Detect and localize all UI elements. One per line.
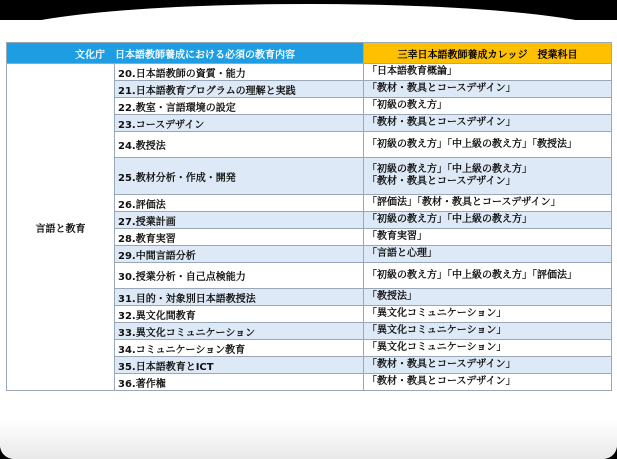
course-text: 「異文化コミュニケーション」 bbox=[367, 308, 507, 319]
course-cell bbox=[364, 81, 612, 98]
course-text: 「教授法」 bbox=[367, 291, 417, 302]
content-item-cell: 24.教授法 bbox=[115, 132, 364, 158]
table-row bbox=[7, 64, 612, 81]
header-required-content: 文化庁 日本語教師養成における必須の教育内容 bbox=[7, 43, 364, 64]
slide-top-edge bbox=[0, 0, 617, 20]
header-course-subjects: 三幸日本語教師養成カレッジ 授業科目 bbox=[364, 43, 612, 64]
course-cell bbox=[364, 195, 612, 212]
course-text: 「初級の教え方」「中上級の教え方」 bbox=[367, 164, 532, 175]
course-text: 「教材・教具とコースデザイン」 bbox=[367, 359, 516, 370]
course-cell bbox=[364, 158, 612, 195]
table-body bbox=[7, 64, 612, 391]
content-item-cell: 36.著作権 bbox=[115, 374, 364, 391]
content-item-cell: 20.日本語教師の資質・能力 bbox=[115, 64, 364, 81]
content-item-cell: 33.異文化コミュニケーション bbox=[115, 323, 364, 340]
category-cell: 言語と教育 bbox=[7, 64, 115, 391]
course-text: 「初級の教え方」「中上級の教え方」 bbox=[367, 214, 532, 225]
course-cell bbox=[364, 229, 612, 246]
curriculum-table bbox=[6, 42, 612, 391]
content-item-cell: 22.教室・言語環境の設定 bbox=[115, 98, 364, 115]
course-text: 「教材・教具とコースデザイン」 bbox=[367, 176, 516, 187]
course-text: 「評価法」「教材・教具とコースデザイン」 bbox=[367, 197, 561, 208]
course-text: 「異文化コミュニケーション」 bbox=[367, 342, 507, 353]
course-cell bbox=[364, 340, 612, 357]
content-item-cell: 27.授業計画 bbox=[115, 212, 364, 229]
content-item-cell: 29.中間言語分析 bbox=[115, 246, 364, 263]
course-text: 「初級の教え方」「中上級の教え方」「評価法」 bbox=[367, 269, 577, 281]
course-cell bbox=[364, 306, 612, 323]
course-cell bbox=[364, 323, 612, 340]
course-cell bbox=[364, 357, 612, 374]
course-cell bbox=[364, 246, 612, 263]
content-item-cell: 30.授業分析・自己点検能力 bbox=[115, 263, 364, 289]
content-item-cell: 28.教育実習 bbox=[115, 229, 364, 246]
course-cell bbox=[364, 115, 612, 132]
content-item-cell: 32.異文化間教育 bbox=[115, 306, 364, 323]
content-item-cell: 25.教材分析・作成・開発 bbox=[115, 158, 364, 195]
course-text: 「教材・教具とコースデザイン」 bbox=[367, 117, 516, 128]
course-text: 「教材・教具とコースデザイン」 bbox=[367, 83, 516, 94]
course-text: 「初級の教え方」「中上級の教え方」「教授法」 bbox=[367, 138, 577, 150]
course-cell bbox=[364, 263, 612, 289]
slide-bottom-edge bbox=[0, 419, 617, 459]
content-item-cell: 23.コースデザイン bbox=[115, 115, 364, 132]
course-cell bbox=[364, 212, 612, 229]
course-text: 「教育実習」 bbox=[367, 231, 427, 242]
course-cell bbox=[364, 98, 612, 115]
content-item-cell: 21.日本語教育プログラムの理解と実践 bbox=[115, 81, 364, 98]
content-item-cell: 34.コミュニケーション教育 bbox=[115, 340, 364, 357]
course-cell bbox=[364, 132, 612, 158]
course-cell bbox=[364, 289, 612, 306]
course-cell bbox=[364, 64, 612, 81]
course-text: 「異文化コミュニケーション」 bbox=[367, 325, 507, 336]
content-item-cell: 31.目的・対象別日本語教授法 bbox=[115, 289, 364, 306]
course-text: 「初級の教え方」 bbox=[367, 100, 447, 111]
course-text: 「教材・教具とコースデザイン」 bbox=[367, 376, 516, 387]
course-cell bbox=[364, 374, 612, 391]
course-text: 「日本語教育概論」 bbox=[367, 66, 457, 77]
content-item-cell: 35.日本語教育とICT bbox=[115, 357, 364, 374]
content-item-cell: 26.評価法 bbox=[115, 195, 364, 212]
course-text: 「言語と心理」 bbox=[367, 248, 437, 259]
